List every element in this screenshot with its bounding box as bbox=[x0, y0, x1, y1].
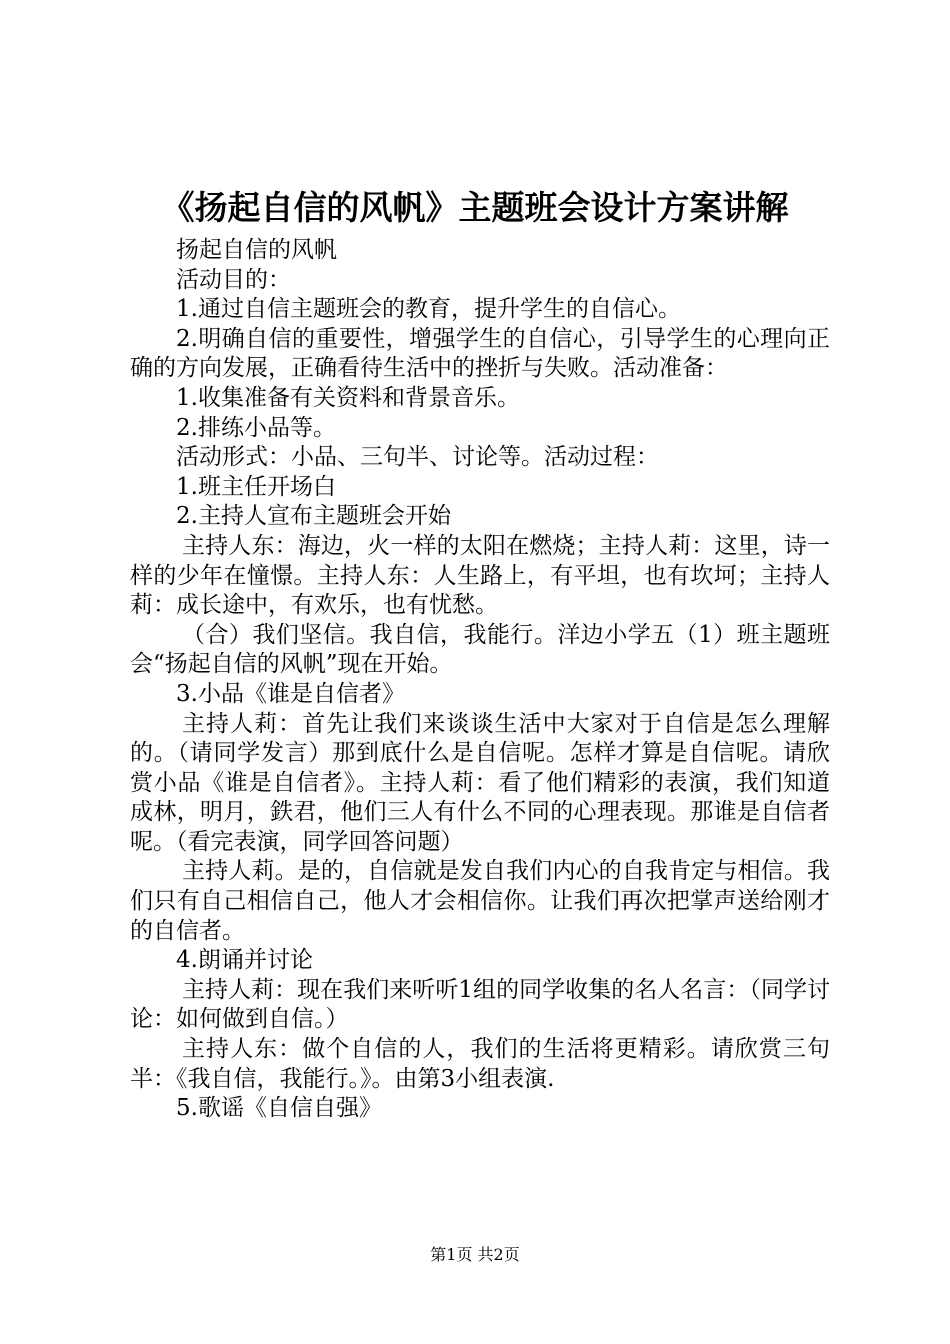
page-footer: 第1页 共2页 bbox=[430, 1245, 520, 1264]
document-title: 《扬起自信的风帆》主题班会设计方案讲解 bbox=[161, 188, 789, 227]
paragraph: （合）我们坚信。我自信，我能行。洋边小学五（1）班主题班会“扬起自信的风帆”现在开始。 bbox=[130, 621, 830, 678]
paragraph: 活动目的： bbox=[176, 266, 291, 293]
paragraph: 1.收集准备有关资料和背景音乐。 bbox=[176, 384, 520, 411]
paragraph: 主持人莉：首先让我们来谈谈生活中大家对于自信是怎么理解的。（请同学发言）那到底什么是自信呢。怎样才算是自信呢。请欣赏小品《谁是自信者》。主持人莉：看了他们精彩的表演，我们知道成林，明月，鉄君，他们三人有什么不同的心理表现。那谁是自信者呢。（看完表演，同学回答问题） bbox=[130, 710, 830, 855]
paragraph: 主持人莉。是的，自信就是发自我们内心的自我肯定与相信。我们只有自己相信自己，他人才会相信你。让我们再次把掌声送给刚才的自信者。 bbox=[130, 858, 830, 944]
paragraph: 活动形式：小品、三句半、讨论等。活动过程： bbox=[176, 444, 659, 471]
paragraph: 5.歌谣《自信自强》 bbox=[176, 1095, 382, 1122]
paragraph: 主持人东：海边，火一样的太阳在燃烧；主持人莉：这里，诗一样的少年在憧憬。主持人东：人生路上，有平坦，也有坎坷；主持人莉：成长途中，有欢乐，也有忧愁。 bbox=[130, 532, 830, 619]
document-body bbox=[130, 236, 830, 1124]
paragraph: 1.通过自信主题班会的教育，提升学生的自信心。 bbox=[176, 296, 681, 323]
paragraph: 2.主持人宣布主题班会开始 bbox=[176, 503, 451, 530]
paragraph: 主持人莉：现在我们来听听1组的同学收集的名人名言：（同学讨论：如何做到自信。） bbox=[130, 976, 830, 1033]
paragraph: 主持人东：做个自信的人，我们的生活将更精彩。请欣赏三句半：《我自信，我能行。》。由第3小组表演. bbox=[130, 1036, 830, 1092]
paragraph: 2.明确自信的重要性，增强学生的自信心，引导学生的心理向正确的方向发展，正确看待生活中的挫折与失败。活动准备： bbox=[130, 325, 830, 382]
paragraph: 扬起自信的风帆 bbox=[176, 237, 337, 263]
paragraph: 3.小品《谁是自信者》 bbox=[176, 680, 405, 707]
paragraph: 4.朗诵并讨论 bbox=[176, 947, 313, 974]
paragraph: 1.班主任开场白 bbox=[176, 473, 336, 500]
paragraph: 2.排练小品等。 bbox=[176, 414, 336, 441]
